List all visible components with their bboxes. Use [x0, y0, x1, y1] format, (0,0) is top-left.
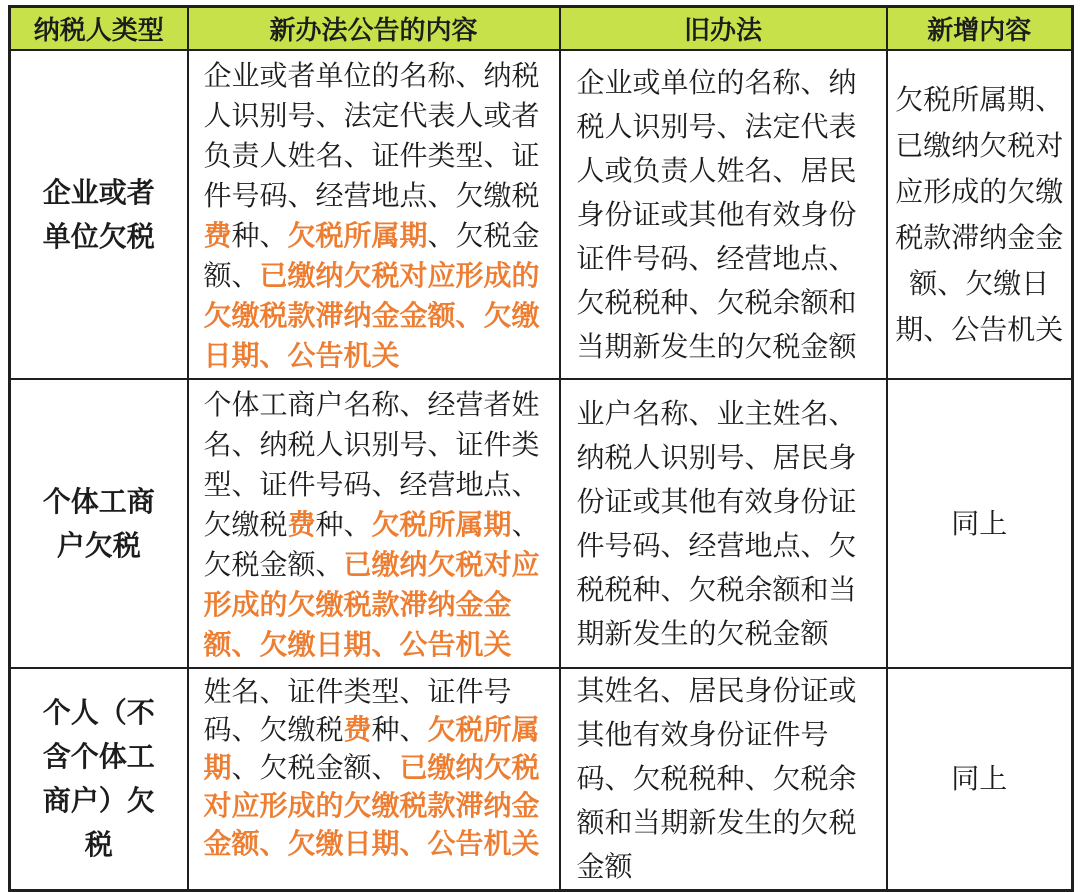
plain-text: 个体工商户名称、经营者姓名、纳税人识别号、证件类型、证件号码、经营地点、欠缴税	[203, 389, 540, 540]
header-added-content: 新增内容	[887, 7, 1073, 51]
plain-text: 种、	[231, 220, 288, 251]
highlighted-text: 已缴纳欠税对应形成的欠缴税款滞纳金金额、欠缴日期、公告机关	[203, 549, 540, 660]
highlighted-text: 已缴纳欠税对应形成的欠缴税款滞纳金金额、欠缴日期、公告机关	[203, 752, 540, 859]
header-new-method-content: 新办法公告的内容	[188, 7, 560, 51]
header-taxpayer-type: 纳税人类型	[10, 7, 188, 51]
highlighted-text: 欠税所属期	[203, 714, 540, 783]
old-method-cell: 企业或单位的名称、纳税人识别号、法定代表人或负责人姓名、居民身份证或其他有效身份证件号码、经营地点、欠税税种、欠税余额和当期新发生的欠税金额	[560, 50, 887, 379]
tax-comparison-table	[8, 5, 1074, 892]
new-method-cell	[188, 379, 560, 668]
new-method-cell	[188, 50, 560, 379]
table-row-individual-business	[10, 379, 1073, 668]
added-content-cell: 同上	[887, 668, 1073, 891]
highlighted-text: 欠税所属期	[287, 220, 428, 251]
added-content-cell: 欠税所属期、已缴纳欠税对应形成的欠缴税款滞纳金金额、欠缴日期、公告机关	[887, 50, 1073, 379]
header-old-method: 旧办法	[560, 7, 887, 51]
plain-text: 企业或者单位的名称、纳税人识别号、法定代表人或者负责人姓名、证件类型、证件号码、经营地点、欠缴税	[203, 60, 540, 211]
highlighted-text: 费	[203, 220, 232, 251]
table-row-personal	[10, 668, 1073, 891]
header-row	[10, 7, 1073, 51]
plain-text: 种、	[371, 714, 428, 745]
plain-text: 、欠税金额、	[231, 752, 400, 783]
taxpayer-type-cell: 企业或者单位欠税	[10, 50, 188, 379]
plain-text: 种、	[315, 509, 372, 540]
added-content-cell: 同上	[887, 379, 1073, 668]
highlighted-text: 费	[287, 509, 316, 540]
highlighted-text: 欠税所属期	[371, 509, 512, 540]
old-method-cell: 其姓名、居民身份证或其他有效身份证件号码、欠税税种、欠税余额和当期新发生的欠税金额	[560, 668, 887, 891]
highlighted-text: 费	[343, 714, 372, 745]
plain-text: 、欠税金额、	[203, 509, 540, 580]
highlighted-text: 已缴纳欠税对应形成的欠缴税款滞纳金金额、欠缴日期、公告机关	[203, 260, 540, 371]
new-method-cell	[188, 668, 560, 891]
taxpayer-type-cell: 个体工商户欠税	[10, 379, 188, 668]
plain-text: 姓名、证件类型、证件号码、欠缴税	[203, 676, 512, 745]
taxpayer-type-cell: 个人（不含个体工商户）欠税	[10, 668, 188, 891]
old-method-cell: 业户名称、业主姓名、纳税人识别号、居民身份证或其他有效身份证件号码、经营地点、欠税税种、欠税余额和当期新发生的欠税金额	[560, 379, 887, 668]
plain-text: 、欠税金额、	[203, 220, 540, 291]
table-row-enterprise	[10, 50, 1073, 379]
